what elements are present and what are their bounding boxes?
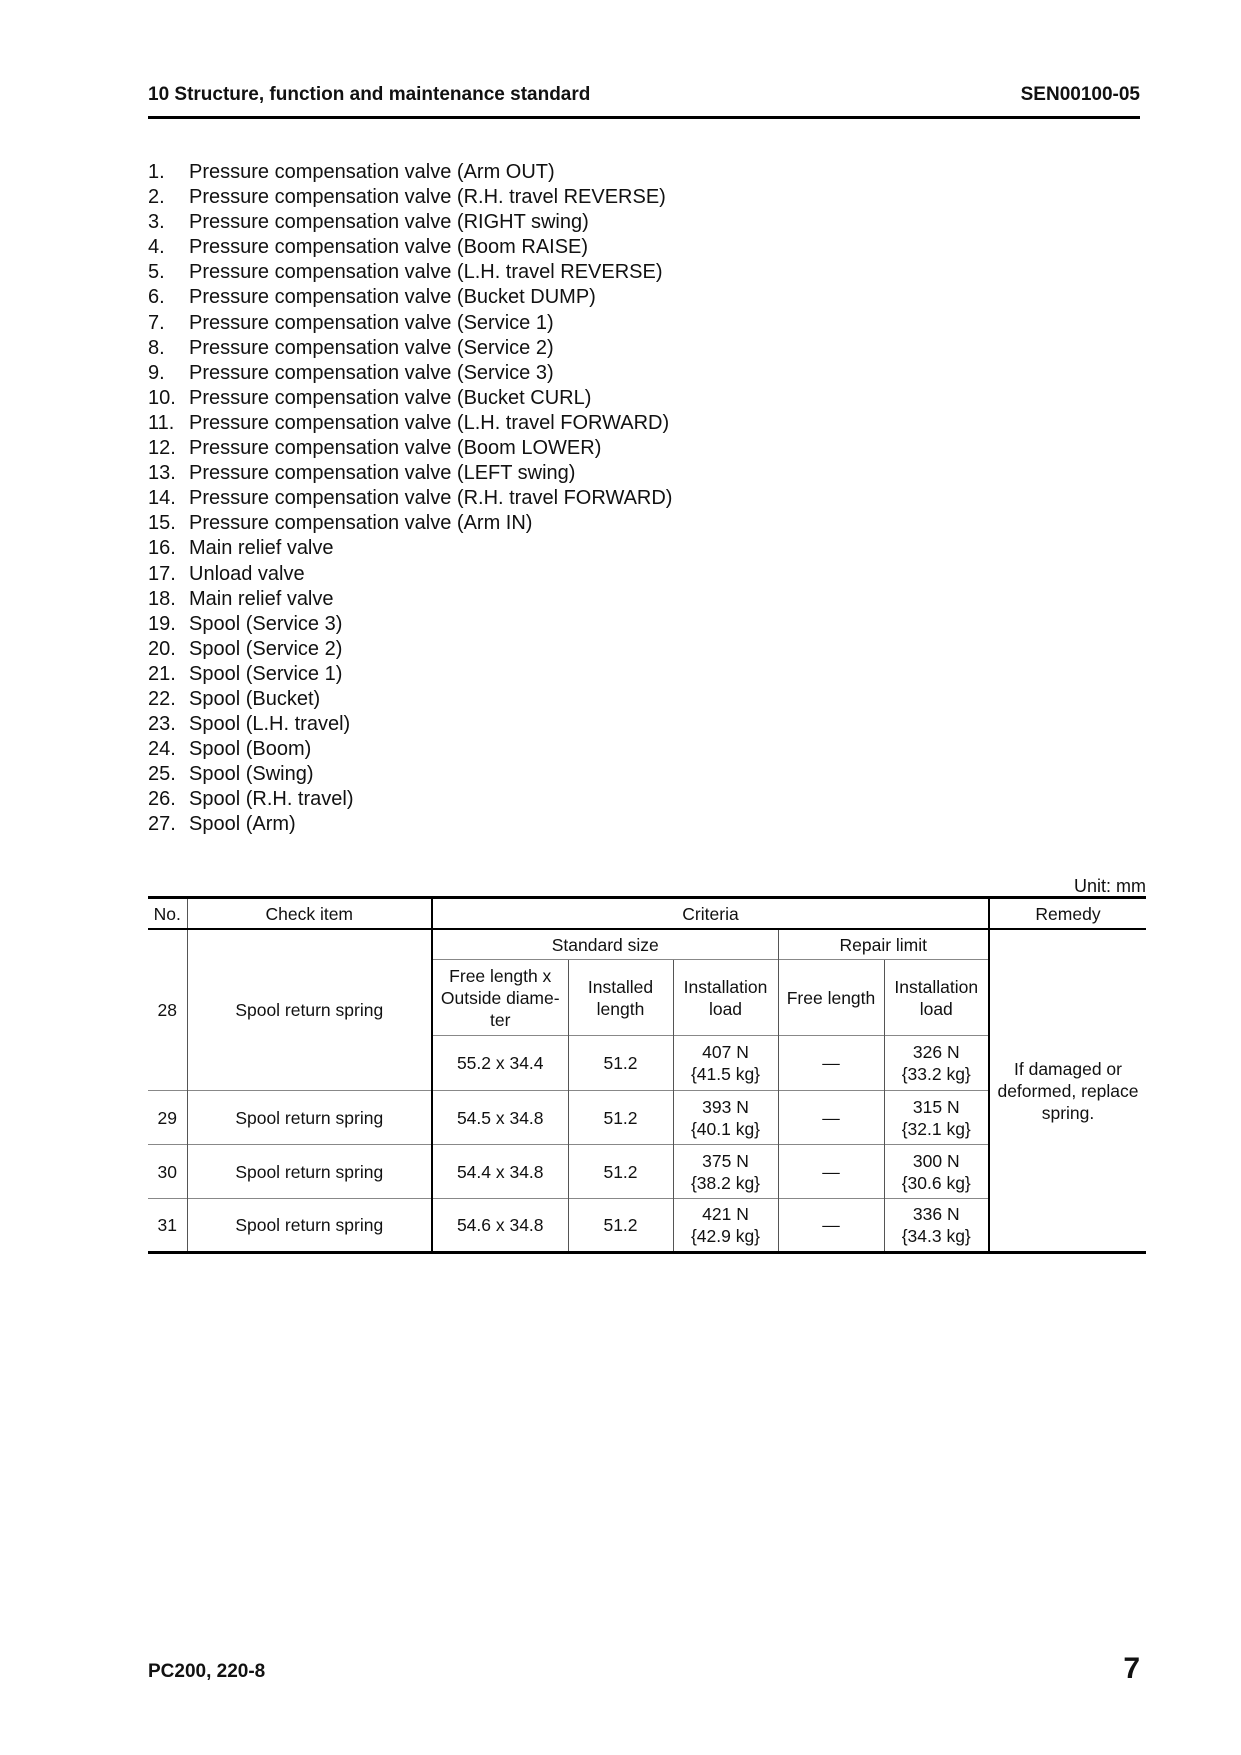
document-code: SEN00100-05 xyxy=(1020,84,1140,105)
list-item: 1. Pressure compensation valve (Arm OUT) xyxy=(148,161,555,183)
list-item: 22. Spool (Bucket) xyxy=(148,687,321,710)
list-item: 7. Pressure compensation valve (Service 1) xyxy=(148,311,554,334)
table-row: 30 Spool return spring 54.4 x 34.8 51.2 375 N {38.2 kg} — 300 N {30.6 kg} xyxy=(148,1145,1146,1199)
list-item: 16. Main relief valve xyxy=(148,537,334,560)
list-item: 26. Spool (R.H. travel) xyxy=(148,788,354,811)
table-row: 31 Spool return spring 54.6 x 34.8 51.2 421 N {42.9 kg} — 336 N {34.3 kg} xyxy=(148,1199,1146,1253)
list-item: 12. Pressure compensation valve (Boom LOWER) xyxy=(148,437,602,460)
list-item: 27. Spool (Arm) xyxy=(148,813,296,836)
header-installation-load: Installation load xyxy=(673,960,778,1036)
list-item: 4. Pressure compensation valve (Boom RAISE) xyxy=(148,236,589,259)
table-header-row xyxy=(148,898,1146,930)
list-item: 21. Spool (Service 1) xyxy=(148,662,343,685)
header-installed-length: Installed length xyxy=(568,960,673,1036)
table-row: 29 Spool return spring 54.5 x 34.8 51.2 393 N {40.1 kg} — 315 N {32.1 kg} xyxy=(148,1091,1146,1145)
list-item: 15. Pressure compensation valve (Arm IN) xyxy=(148,512,533,535)
list-item: 14. Pressure compensation valve (R.H. travel FORWARD) xyxy=(148,487,673,510)
cell-check-item: Spool return spring xyxy=(187,929,432,1091)
list-item: 24. Spool (Boom) xyxy=(148,738,312,761)
list-item: 6. Pressure compensation valve (Bucket DUMP) xyxy=(148,286,596,309)
footer-model: PC200, 220-8 xyxy=(148,1661,266,1682)
header-criteria: Criteria xyxy=(432,898,989,930)
list-item: 25. Spool (Swing) xyxy=(148,763,314,786)
list-item: 23. Spool (L.H. travel) xyxy=(148,713,351,736)
unit-label: Unit: mm xyxy=(1074,876,1146,896)
header-no: No. xyxy=(148,898,187,930)
cell-remedy: If damaged or deformed, replace spring. xyxy=(989,929,1146,1253)
list-item: 13. Pressure compensation valve (LEFT swing) xyxy=(148,462,576,485)
header-standard-size: Standard size xyxy=(432,929,778,960)
list-item: 20. Spool (Service 2) xyxy=(148,637,343,660)
parts-list xyxy=(148,160,672,838)
table-row: 55.2 x 34.4 51.2 407 N {41.5 kg} — 326 N {33.2 kg} xyxy=(148,1036,1146,1091)
header-check-item: Check item xyxy=(187,898,432,930)
list-item: 11. Pressure compensation valve (L.H. travel FORWARD) xyxy=(148,411,670,434)
header-repair-limit: Repair limit xyxy=(778,929,989,960)
list-item: 2. Pressure compensation valve (R.H. travel REVERSE) xyxy=(148,186,666,209)
list-item: 9. Pressure compensation valve (Service 3) xyxy=(148,361,554,384)
cell-no: 28 xyxy=(148,929,187,1091)
header-remedy: Remedy xyxy=(989,898,1146,930)
header-repair-installation-load: Installation load xyxy=(884,960,989,1036)
list-item: 3. Pressure compensation valve (RIGHT swing) xyxy=(148,211,589,234)
page-number: 7 xyxy=(1123,1652,1140,1685)
list-item: 19. Spool (Service 3) xyxy=(148,612,343,635)
list-item: 5. Pressure compensation valve (L.H. travel REVERSE) xyxy=(148,261,663,284)
list-item: 10. Pressure compensation valve (Bucket CURL) xyxy=(148,386,592,409)
spec-table xyxy=(148,896,1146,1254)
section-title: 10 Structure, function and maintenance standard xyxy=(148,84,591,105)
table-subheader-row xyxy=(148,929,1146,960)
list-item: 8. Pressure compensation valve (Service 2) xyxy=(148,336,554,359)
list-item: 18. Main relief valve xyxy=(148,587,334,610)
list-item: 17. Unload valve xyxy=(148,562,305,585)
header-free-length: Free length xyxy=(778,960,884,1036)
page-header xyxy=(148,84,1140,106)
header-rule xyxy=(148,116,1140,119)
header-free-length-od: Free length x Outside diame- ter xyxy=(432,960,568,1036)
